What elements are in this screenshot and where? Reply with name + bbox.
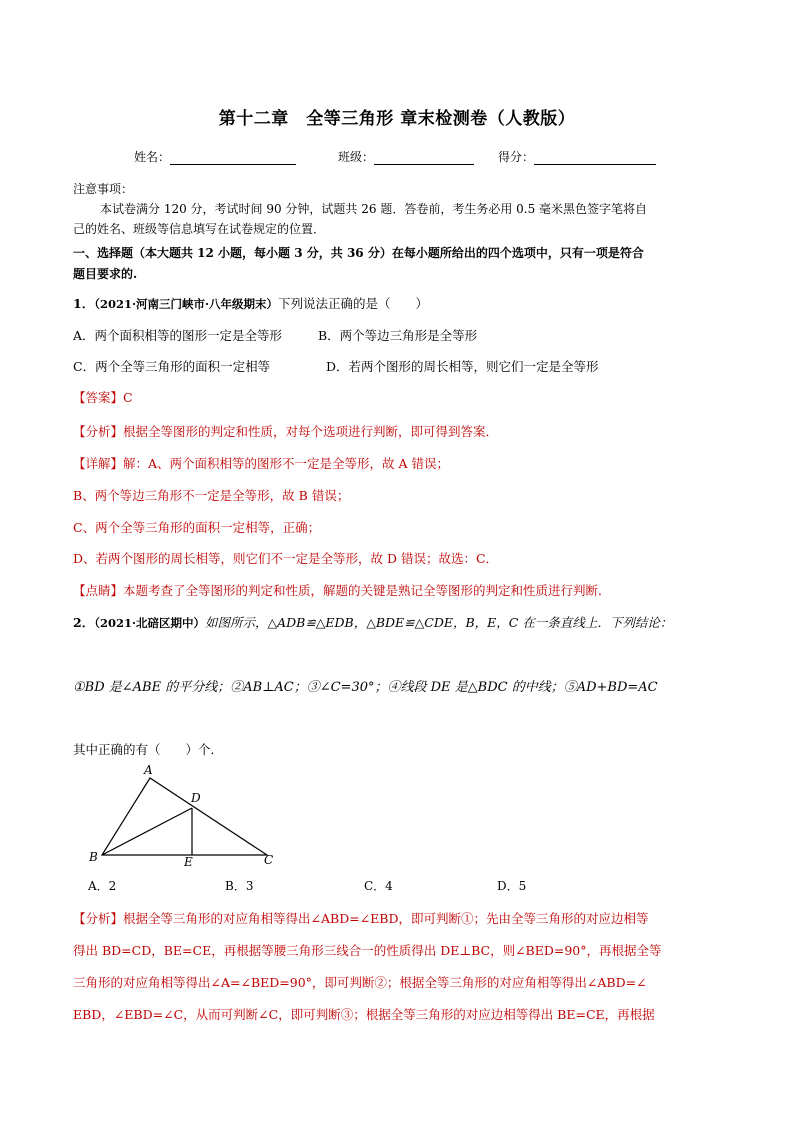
question-1-comment (73, 581, 611, 599)
question-1-analysis (73, 422, 498, 440)
label-b: B (89, 850, 98, 864)
notes-line-2: 己的姓名、班级等信息填写在试卷规定的位置． (73, 222, 326, 236)
question-1-option-d: D．若两个图形的周长相等，则它们一定是全等形 (326, 359, 599, 374)
question-2-analysis-1 (73, 909, 649, 927)
analysis-text: 根据全等图形的判定和性质，对每个选项进行判断，即可得到答案． (123, 424, 499, 439)
question-2-analysis-3: 三角形的对应角相等得出∠A=∠BED=90°，即可判断②；根据全等三角形的对应角相等得出∠ABD=∠ (73, 975, 647, 990)
question-2-stem (73, 613, 672, 631)
question-1-stem (73, 294, 428, 312)
question-2-ask: 其中正确的有（ ）个． (73, 742, 224, 757)
question-1-option-a: A．两个面积相等的图形一定是全等形 (73, 328, 283, 343)
comment-tag: 【点睛】 (73, 583, 124, 598)
question-2-analysis-4: EBD，∠EBD=∠C，从而可判断∠C，即可判断③；根据全等三角形的对应边相等得出 BE=CE，再根据 (73, 1007, 655, 1022)
question-1-number: 1． (73, 296, 95, 311)
notes-heading: 注意事项： (73, 182, 134, 196)
label-d: D (191, 791, 201, 805)
detail-text-1: 解：A、两个面积相等的图形不一定是全等形，故 A 错误； (123, 456, 450, 471)
question-1-text: 下列说法正确的是（ ） (277, 296, 428, 311)
question-2-option-b: B．3 (225, 879, 254, 893)
question-2-source: （2021·北碚区期中） (94, 616, 205, 630)
label-a: A (144, 763, 153, 777)
question-1-option-b: B．两个等边三角形是全等形 (318, 328, 478, 343)
section-heading-line-2: 题目要求的. (73, 267, 138, 281)
question-2-option-c: C．4 (364, 879, 393, 893)
name-blank (170, 151, 296, 165)
notes-line-1: 本试卷满分 120 分，考试时间 90 分钟，试题共 26 题．答卷前，考生务必用 0.5 毫米黑色签字笔将自 (100, 202, 648, 216)
page-title: 第十二章 全等三角形 章末检测卷（人教版） (218, 109, 576, 129)
triangle-figure (80, 760, 300, 872)
question-2-text: 如图所示，△ADB≌△EDB，△BDE≌△CDE，B，E，C 在一条直线上．下列结论： (204, 615, 673, 630)
analysis-text-1: 根据全等三角形的对应角相等得出∠ABD=∠EBD，即可判断①；先由全等三角形的对应边相等 (123, 911, 649, 926)
section-heading-line-1: 一、选择题（本大题共 12 小题，每小题 3 分，共 36 分）在每小题所给出的四个选项中，只有一项是符合 (73, 246, 644, 260)
question-1-detail-1 (73, 454, 449, 472)
label-c: C (264, 853, 274, 867)
comment-text: 本题考查了全等图形的判定和性质，解题的关键是熟记全等图形的判定和性质进行判断． (123, 583, 611, 598)
analysis-tag: 【分析】 (73, 911, 124, 926)
class-label: 班级： (338, 150, 375, 164)
class-blank (374, 151, 474, 165)
analysis-tag: 【分析】 (73, 424, 124, 439)
question-2-option-a: A．2 (88, 879, 117, 893)
question-1-option-c: C．两个全等三角形的面积一定相等 (73, 359, 271, 374)
answer-value: C (123, 390, 133, 405)
question-2-conclusions: ①BD 是∠ABE 的平分线；②AB⊥AC；③∠C=30°；④线段 DE 是△BDC 的中线；⑤AD+BD=AC (73, 680, 658, 695)
question-1-answer (73, 388, 133, 406)
question-1-detail-3: C、两个全等三角形的面积一定相等，正确； (73, 520, 321, 535)
question-1-source: （2021·河南三门峡市·八年级期末） (94, 297, 278, 311)
triangle-abc (102, 778, 267, 855)
segment-bd (102, 808, 192, 855)
score-field (498, 148, 656, 165)
label-e: E (184, 855, 193, 869)
score-blank (534, 151, 656, 165)
score-label: 得分： (498, 150, 535, 164)
question-2-number: 2． (73, 615, 95, 630)
name-label: 姓名： (134, 150, 171, 164)
detail-tag: 【详解】 (73, 456, 124, 471)
answer-tag: 【答案】 (73, 390, 124, 405)
question-1-detail-4: D、若两个图形的周长相等，则它们不一定是全等形，故 D 错误；故选：C． (73, 551, 499, 566)
question-2-option-d: D．5 (497, 879, 527, 893)
class-field (338, 148, 474, 165)
name-field (134, 148, 296, 165)
question-1-detail-2: B、两个等边三角形不一定是全等形，故 B 错误； (73, 488, 350, 503)
question-2-analysis-2: 得出 BD=CD，BE=CE，再根据等腰三角形三线合一的性质得出 DE⊥BC，则∠BED=90°，再根据全等 (73, 943, 662, 958)
